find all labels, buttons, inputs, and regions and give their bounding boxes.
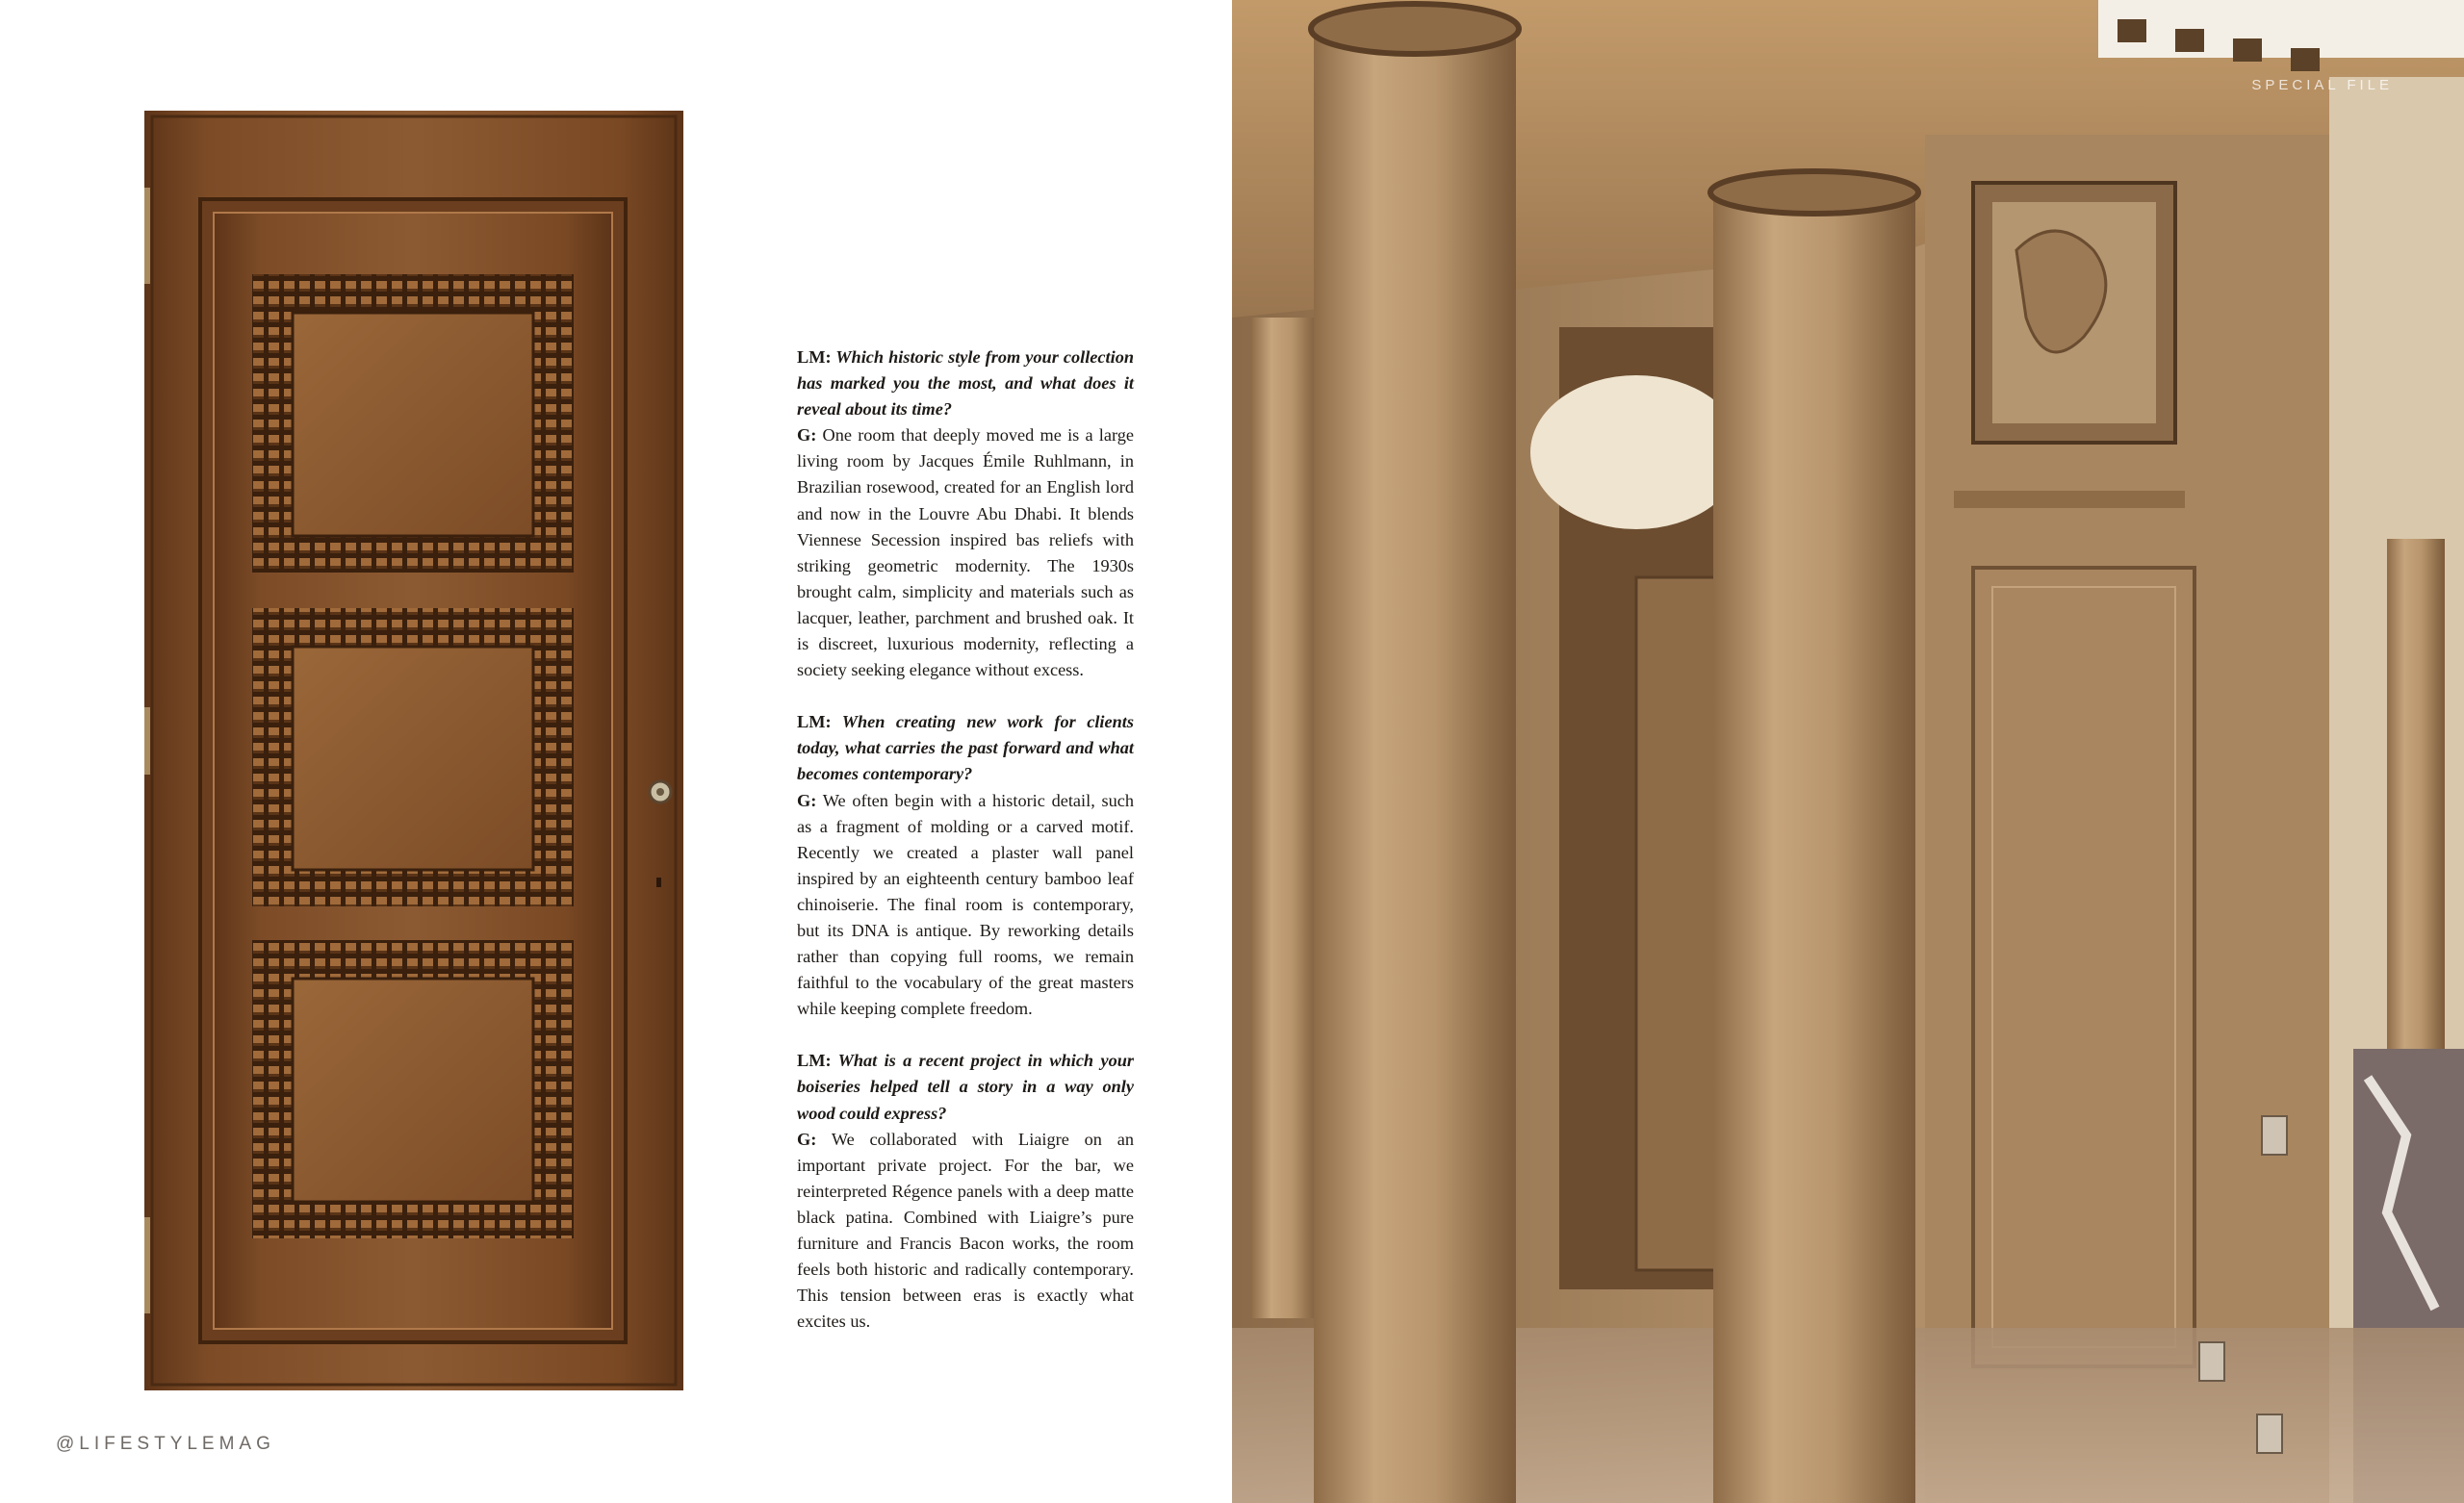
room-photo <box>1232 0 2464 1503</box>
question <box>797 709 1134 787</box>
carved-wooden-door-icon <box>144 111 683 1390</box>
wood-paneled-room-icon <box>1232 0 2464 1503</box>
question <box>797 344 1134 422</box>
carved-door-photo <box>144 111 683 1390</box>
section-label: SPECIAL FILE <box>2251 77 2393 93</box>
question-prefix: LM: <box>797 1051 832 1071</box>
answer-prefix: G: <box>797 790 817 810</box>
social-handle: @LIFESTYLEMAG <box>56 1434 275 1454</box>
question-text: What is a recent project in which your boiseries helped tell a story in a way only wood could express? <box>797 1051 1134 1123</box>
answer-text: One room that deeply moved me is a large living room by Jacques Émile Ruhlmann, in Brazilian rosewood, created for an English lord and now in the Louvre Abu Dhabi. It blends Viennese Secession inspired bas reliefs with striking geometric modernity. The 1930s brought calm, simplicity and materials such as lacquer, leather, parchment and brushed oak. It is discreet, luxurious modernity, reflecting a society seeking elegance without excess. <box>797 425 1134 680</box>
qa-block <box>797 709 1134 1022</box>
answer-prefix: G: <box>797 1129 817 1149</box>
question-prefix: LM: <box>797 347 832 367</box>
interview-text <box>797 344 1134 1361</box>
qa-block <box>797 344 1134 683</box>
qa-block <box>797 1048 1134 1335</box>
answer-prefix: G: <box>797 425 817 446</box>
question-prefix: LM: <box>797 712 832 732</box>
question-text: Which historic style from your collection has marked you the most, and what does it reveal about its time? <box>797 347 1134 420</box>
question-text: When creating new work for clients today, what carries the past forward and what becomes contemporary? <box>797 712 1134 784</box>
question <box>797 1048 1134 1126</box>
answer-text: We collaborated with Liaigre on an important private project. For the bar, we reinterpreted Régence panels with a deep matte black patina. Combined with Liaigre’s pure furniture and Francis Bacon works, the room feels both historic and radically contemporary. This tension between eras is exactly what excites us. <box>797 1129 1134 1332</box>
answer-text: We often begin with a historic detail, such as a fragment of molding or a carved motif. Recently we created a plaster wall panel inspired by an eighteenth century bamboo leaf chinoiserie. The final room is contemporary, but its DNA is antique. By reworking details rather than copying full rooms, we remain faithful to the vocabulary of the great masters while keeping complete freedom. <box>797 790 1134 1019</box>
